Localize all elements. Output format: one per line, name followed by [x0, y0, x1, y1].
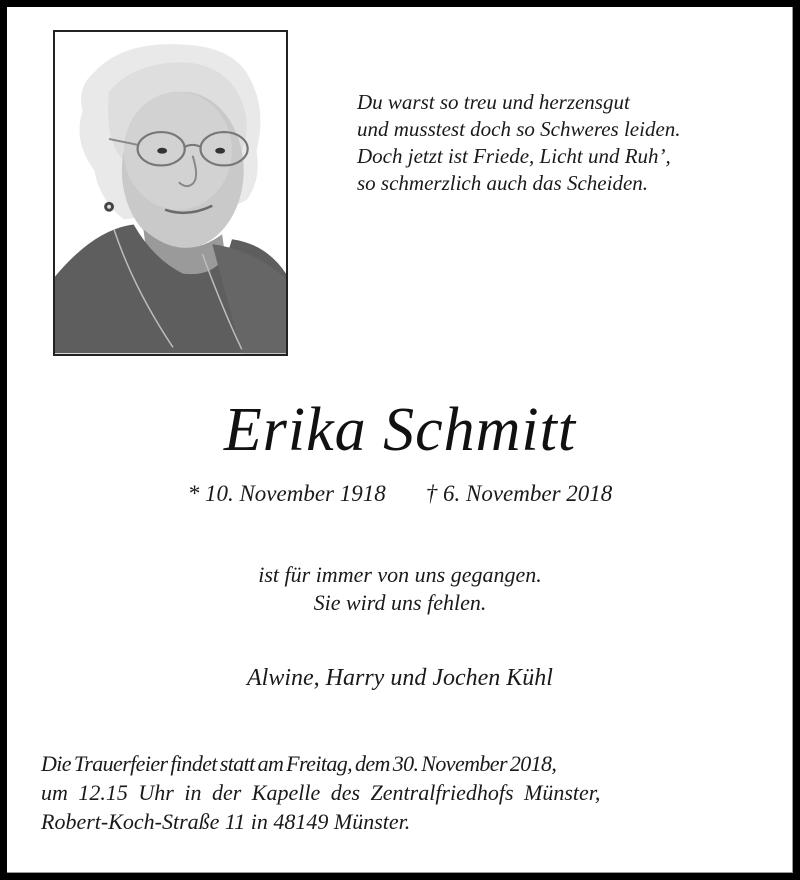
service-line: Die Trauerfeier findet statt am Freitag, dem 30. November 2018, [41, 751, 557, 776]
birth-date: * 10. November 1918 [187, 481, 386, 506]
poem-line: und musstest doch so Schweres leiden. [357, 117, 681, 141]
mourners-names: Alwine, Harry und Jochen Kühl [247, 665, 553, 691]
farewell-line: Sie wird uns fehlen. [313, 590, 487, 615]
farewell-line: ist für immer von uns gegangen. [258, 562, 542, 587]
memorial-poem [357, 89, 777, 197]
life-dates [7, 479, 793, 509]
poem-line: so schmerzlich auch das Scheiden. [357, 171, 649, 195]
poem-line: Doch jetzt ist Friede, Licht und Ruh’, [357, 144, 671, 168]
service-line: Robert-Koch-Straße 11 in 48149 Münster. [41, 809, 411, 834]
poem-line: Du warst so treu und herzensgut [357, 90, 630, 114]
portrait-image [55, 32, 286, 354]
obituary-card [7, 7, 793, 873]
death-date: † 6. November 2018 [425, 481, 613, 506]
farewell-message [7, 561, 793, 617]
portrait-photo [53, 30, 288, 356]
service-line: um 12.15 Uhr in der Kapelle des Zentralfriedhofs Münster, [41, 780, 601, 805]
deceased-name: Erika Schmitt [223, 396, 577, 464]
funeral-service-info [41, 749, 777, 836]
